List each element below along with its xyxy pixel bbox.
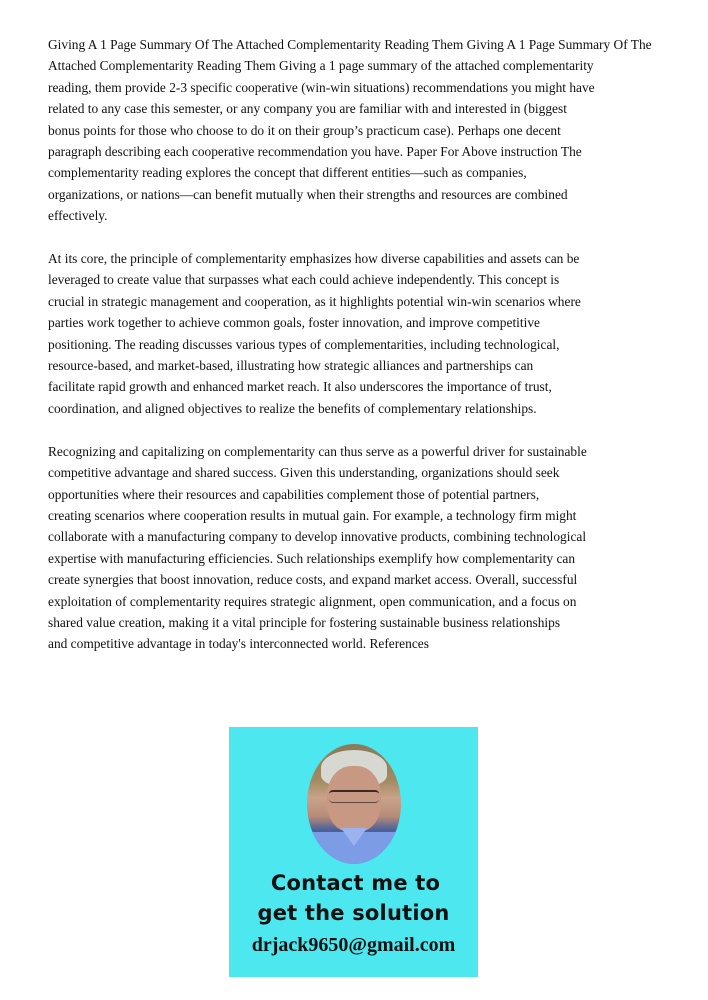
paragraph-intro: Giving A 1 Page Summary Of The Attached Complementarity Reading Them Giving A 1 Page Summary Of The Attached Complementarity Reading Them Giving a 1 page summary of the attached complementarity reading, them provide 2-3 specific cooperative (win-win situations) recommendations you might have related to any case this semester, or any company you are familiar with and interested in (biggest bonus points for those who choose to do it on their group’s practicum case). Perhaps one decent paragraph describing each cooperative recommendation you have. Paper For Above instruction The complementarity reading explores the concept that different entities—such as companies, organizations, or nations—can benefit mutually when their strengths and resources are combined effectively. <box>48 37 652 224</box>
person-portrait-icon <box>307 744 401 864</box>
contact-promo-banner[interactable] <box>229 727 478 977</box>
portrait-glasses <box>329 790 379 803</box>
document-body <box>48 34 708 676</box>
promo-email-link[interactable]: drjack9650@gmail.com <box>251 934 456 956</box>
promo-headline-line1: Contact me to <box>270 871 441 895</box>
promo-headline-line2: get the solution <box>257 901 450 925</box>
paragraph-recommendations: Recognizing and capitalizing on complementarity can thus serve as a powerful driver for sustainable competitive advantage and shared success. Given this understanding, organizations should seek opportunities where their resources and capabilities complement those of potential partners, creating scenarios where cooperation results in mutual gain. For example, a technology firm might collaborate with a manufacturing company to develop innovative products, combining technological expertise with manufacturing efficiencies. Such relationships exemplify how complementarity can create synergies that boost innovation, reduce costs, and expand market access. Overall, successful exploitation of complementarity requires strategic alignment, open communication, and a focus on shared value creation, making it a vital principle for fostering sustainable business relationships and competitive advantage in today's interconnected world. References <box>48 443 587 652</box>
paragraph-core-principle: At its core, the principle of complementarity emphasizes how diverse capabilities and assets can be leveraged to create value that surpasses what each could achieve independently. This concept is crucial in strategic management and cooperation, as it highlights potential win-win scenarios where parties work together to achieve common goals, foster innovation, and improve competitive positioning. The reading discusses various types of complementarities, including technological, resource-based, and market-based, illustrating how strategic alliances and partnerships can facilitate rapid growth and enhanced market reach. It also underscores the importance of trust, coordination, and aligned objectives to realize the benefits of complementary relationships. <box>48 251 581 416</box>
